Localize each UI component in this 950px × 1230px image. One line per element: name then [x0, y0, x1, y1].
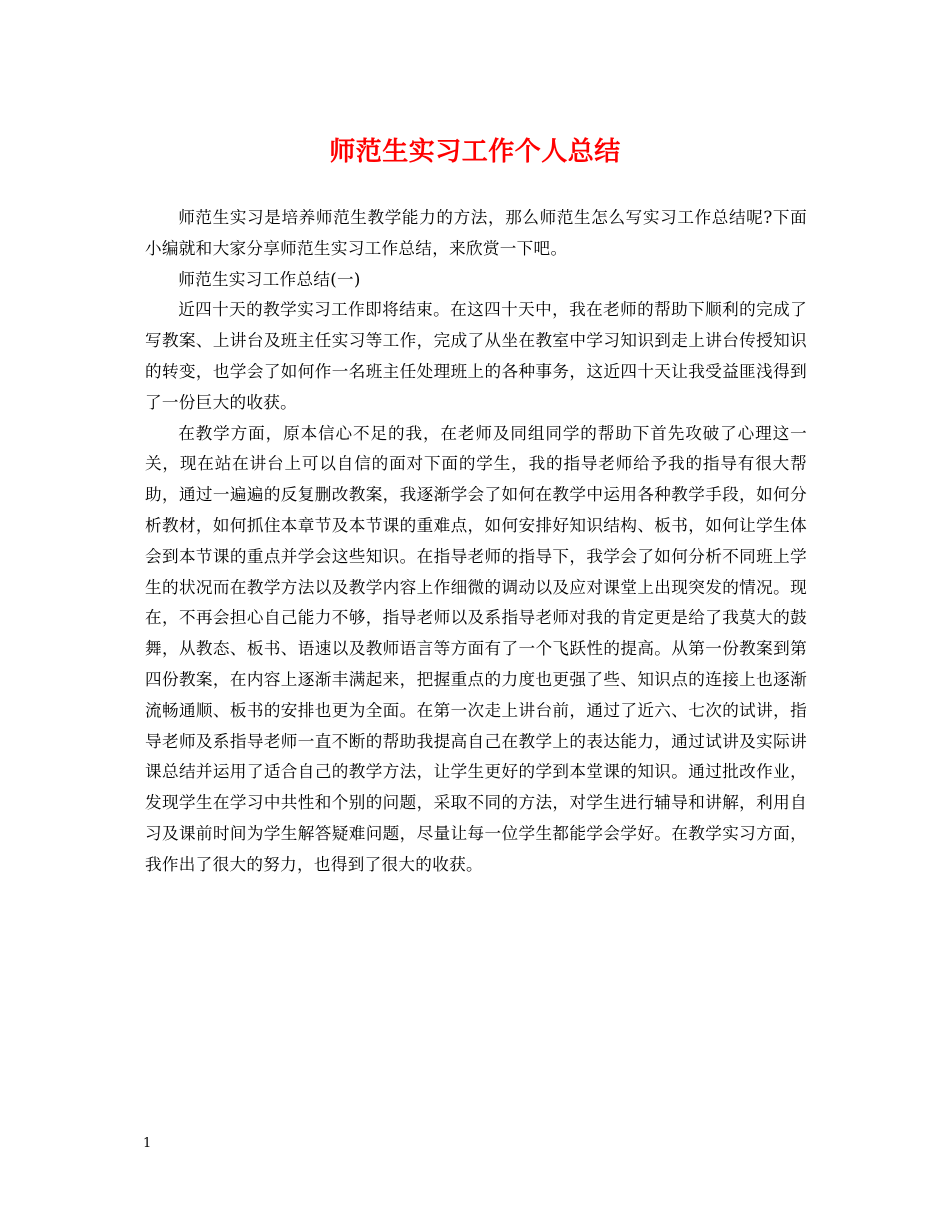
body-paragraph: 在教学方面，原本信心不足的我，在老师及同组同学的帮助下首先攻破了心理这一关，现在站在讲台上可以自信的面对下面的学生，我的指导老师给予我的指导有很大帮助，通过一遍遍的反复删改教案，我逐渐学会了如何在教学中运用各种教学手段，如何分析教材，如何抓住本章节及本节课的重难点，如何安排好知识结构、板书，如何让学生体会到本节课的重点并学会这些知识。在指导老师的指导下，我学会了如何分析不同班上学生的状况而在教学方法以及教学内容上作细微的调动以及应对课堂上出现突发的情况。现在，不再会担心自己能力不够，指导老师以及系指导老师对我的肯定更是给了我莫大的鼓舞，从教态、板书、语速以及教师语言等方面有了一个飞跃性的提高。从第一份教案到第四份教案，在内容上逐渐丰满起来，把握重点的力度也更强了些、知识点的连接上也逐渐流畅通顺、板书的安排也更为全面。在第一次走上讲台前，通过了近六、七次的试讲，指导老师及系指导老师一直不断的帮助我提高自己在教学上的表达能力，通过试讲及实际讲课总结并运用了适合自己的教学方法，让学生更好的学到本堂课的知识。通过批改作业，发现学生在学习中共性和个别的问题，采取不同的方法，对学生进行辅导和讲解，利用自习及课前时间为学生解答疑难问题，尽量让每一位学生都能学会学好。在教学实习方面，我作出了很大的努力，也得到了很大的收获。: [145, 423, 807, 874]
document-title: 师范生实习工作个人总结: [329, 137, 621, 167]
document-body: [145, 203, 807, 881]
body-paragraph: 近四十天的教学实习工作即将结束。在这四十天中，我在老师的帮助下顺利的完成了写教案、上讲台及班主任实习等工作，完成了从坐在教室中学习知识到走上讲台传授知识的转变，也学会了如何作一名班主任处理班上的各种事务，这近四十天让我受益匪浅得到了一份巨大的收获。: [145, 300, 807, 412]
intro-paragraph: 师范生实习是培养师范生教学能力的方法，那么师范生怎么写实习工作总结呢?下面小编就和大家分享师范生实习工作总结，来欣赏一下吧。: [145, 208, 807, 258]
section-heading: 师范生实习工作总结(一): [178, 269, 361, 289]
page-number: 1: [143, 1136, 152, 1151]
